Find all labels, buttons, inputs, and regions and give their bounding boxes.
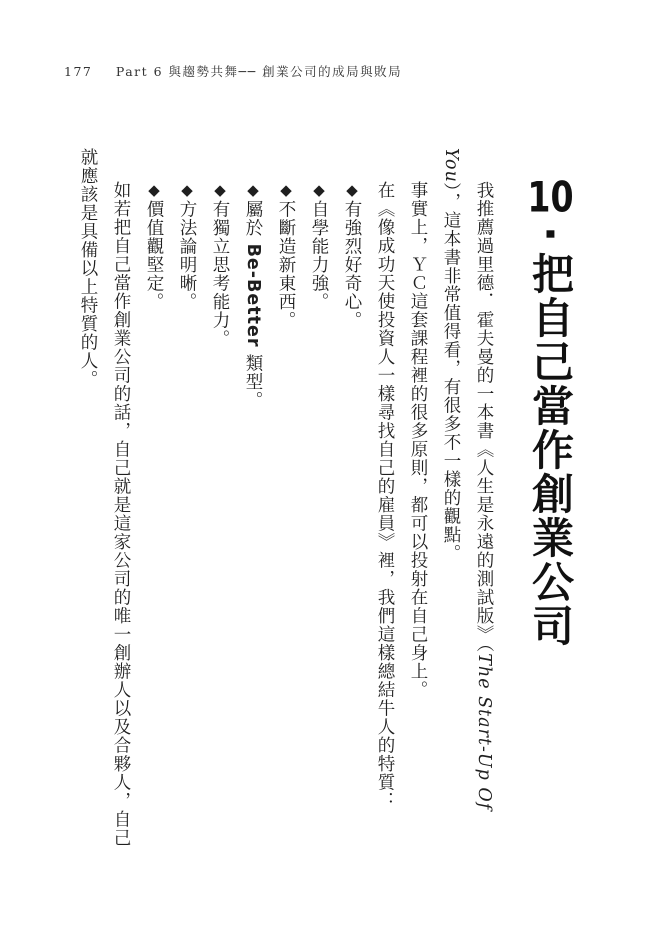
paragraph-4: 如若把自己當作創業公司的話，自己就是這家公司的唯一創辦人以及合夥人，自己就應該是具備以上特質的人。: [78, 148, 131, 848]
chapter-title-text: 把自己當作創業公司: [526, 251, 575, 648]
trait-text: 價值觀堅定。: [144, 200, 164, 312]
trait-text: 屬於: [243, 200, 263, 244]
trait-item: [203, 148, 236, 860]
part-title: Part 6 與趨勢共舞── 創業公司的成局與敗局: [115, 64, 403, 79]
paragraph-3: 在《像成功天使投資人一樣尋找自己的雇員》裡，我們這樣總結牛人的特質：: [375, 181, 395, 811]
paragraph-1-part-a: 我推薦過里德．霍夫曼的一本書《人生是永遠的測試版》（: [474, 181, 494, 654]
diamond-bullet-icon: ◆: [277, 181, 295, 201]
book-title-en: The Start-Up Of You: [441, 148, 494, 811]
diamond-bullet-icon: ◆: [145, 181, 163, 201]
trait-text: 類型。: [243, 347, 263, 410]
trait-item: [137, 148, 170, 860]
page-number: 177: [64, 64, 93, 79]
diamond-bullet-icon: ◆: [244, 181, 262, 201]
trait-text: 有獨立思考能力。: [210, 200, 230, 349]
trait-item: [170, 148, 203, 860]
paragraph-2: 事實上，ＹＣ這套課程裡的很多原則，都可以投射在自己身上。: [408, 181, 428, 700]
trait-text: 不斷造新東西。: [276, 200, 296, 330]
trait-item: [269, 148, 302, 860]
diamond-bullet-icon: ◆: [211, 181, 229, 201]
diamond-bullet-icon: ◆: [310, 181, 328, 201]
trait-text: 有強烈好奇心。: [342, 200, 362, 330]
trait-item: [236, 148, 269, 860]
paragraph-1: [434, 148, 500, 860]
diamond-bullet-icon: ◆: [343, 181, 361, 201]
trait-item: [335, 148, 368, 860]
chapter-title: [520, 176, 580, 856]
trait-text: 方法論明晰。: [177, 200, 197, 312]
trait-text: 自學能力強。: [309, 200, 329, 312]
body-text: [71, 148, 500, 860]
diamond-bullet-icon: ◆: [178, 181, 196, 201]
paragraph-1-part-b: ），這本書非常值得看，有很多不一樣的觀點。: [441, 182, 461, 563]
trait-term-en: Be-Better: [243, 243, 263, 348]
running-header: [64, 62, 402, 80]
chapter-number: 10: [527, 176, 574, 218]
chapter-separator: ·: [526, 226, 575, 244]
trait-item: [302, 148, 335, 860]
